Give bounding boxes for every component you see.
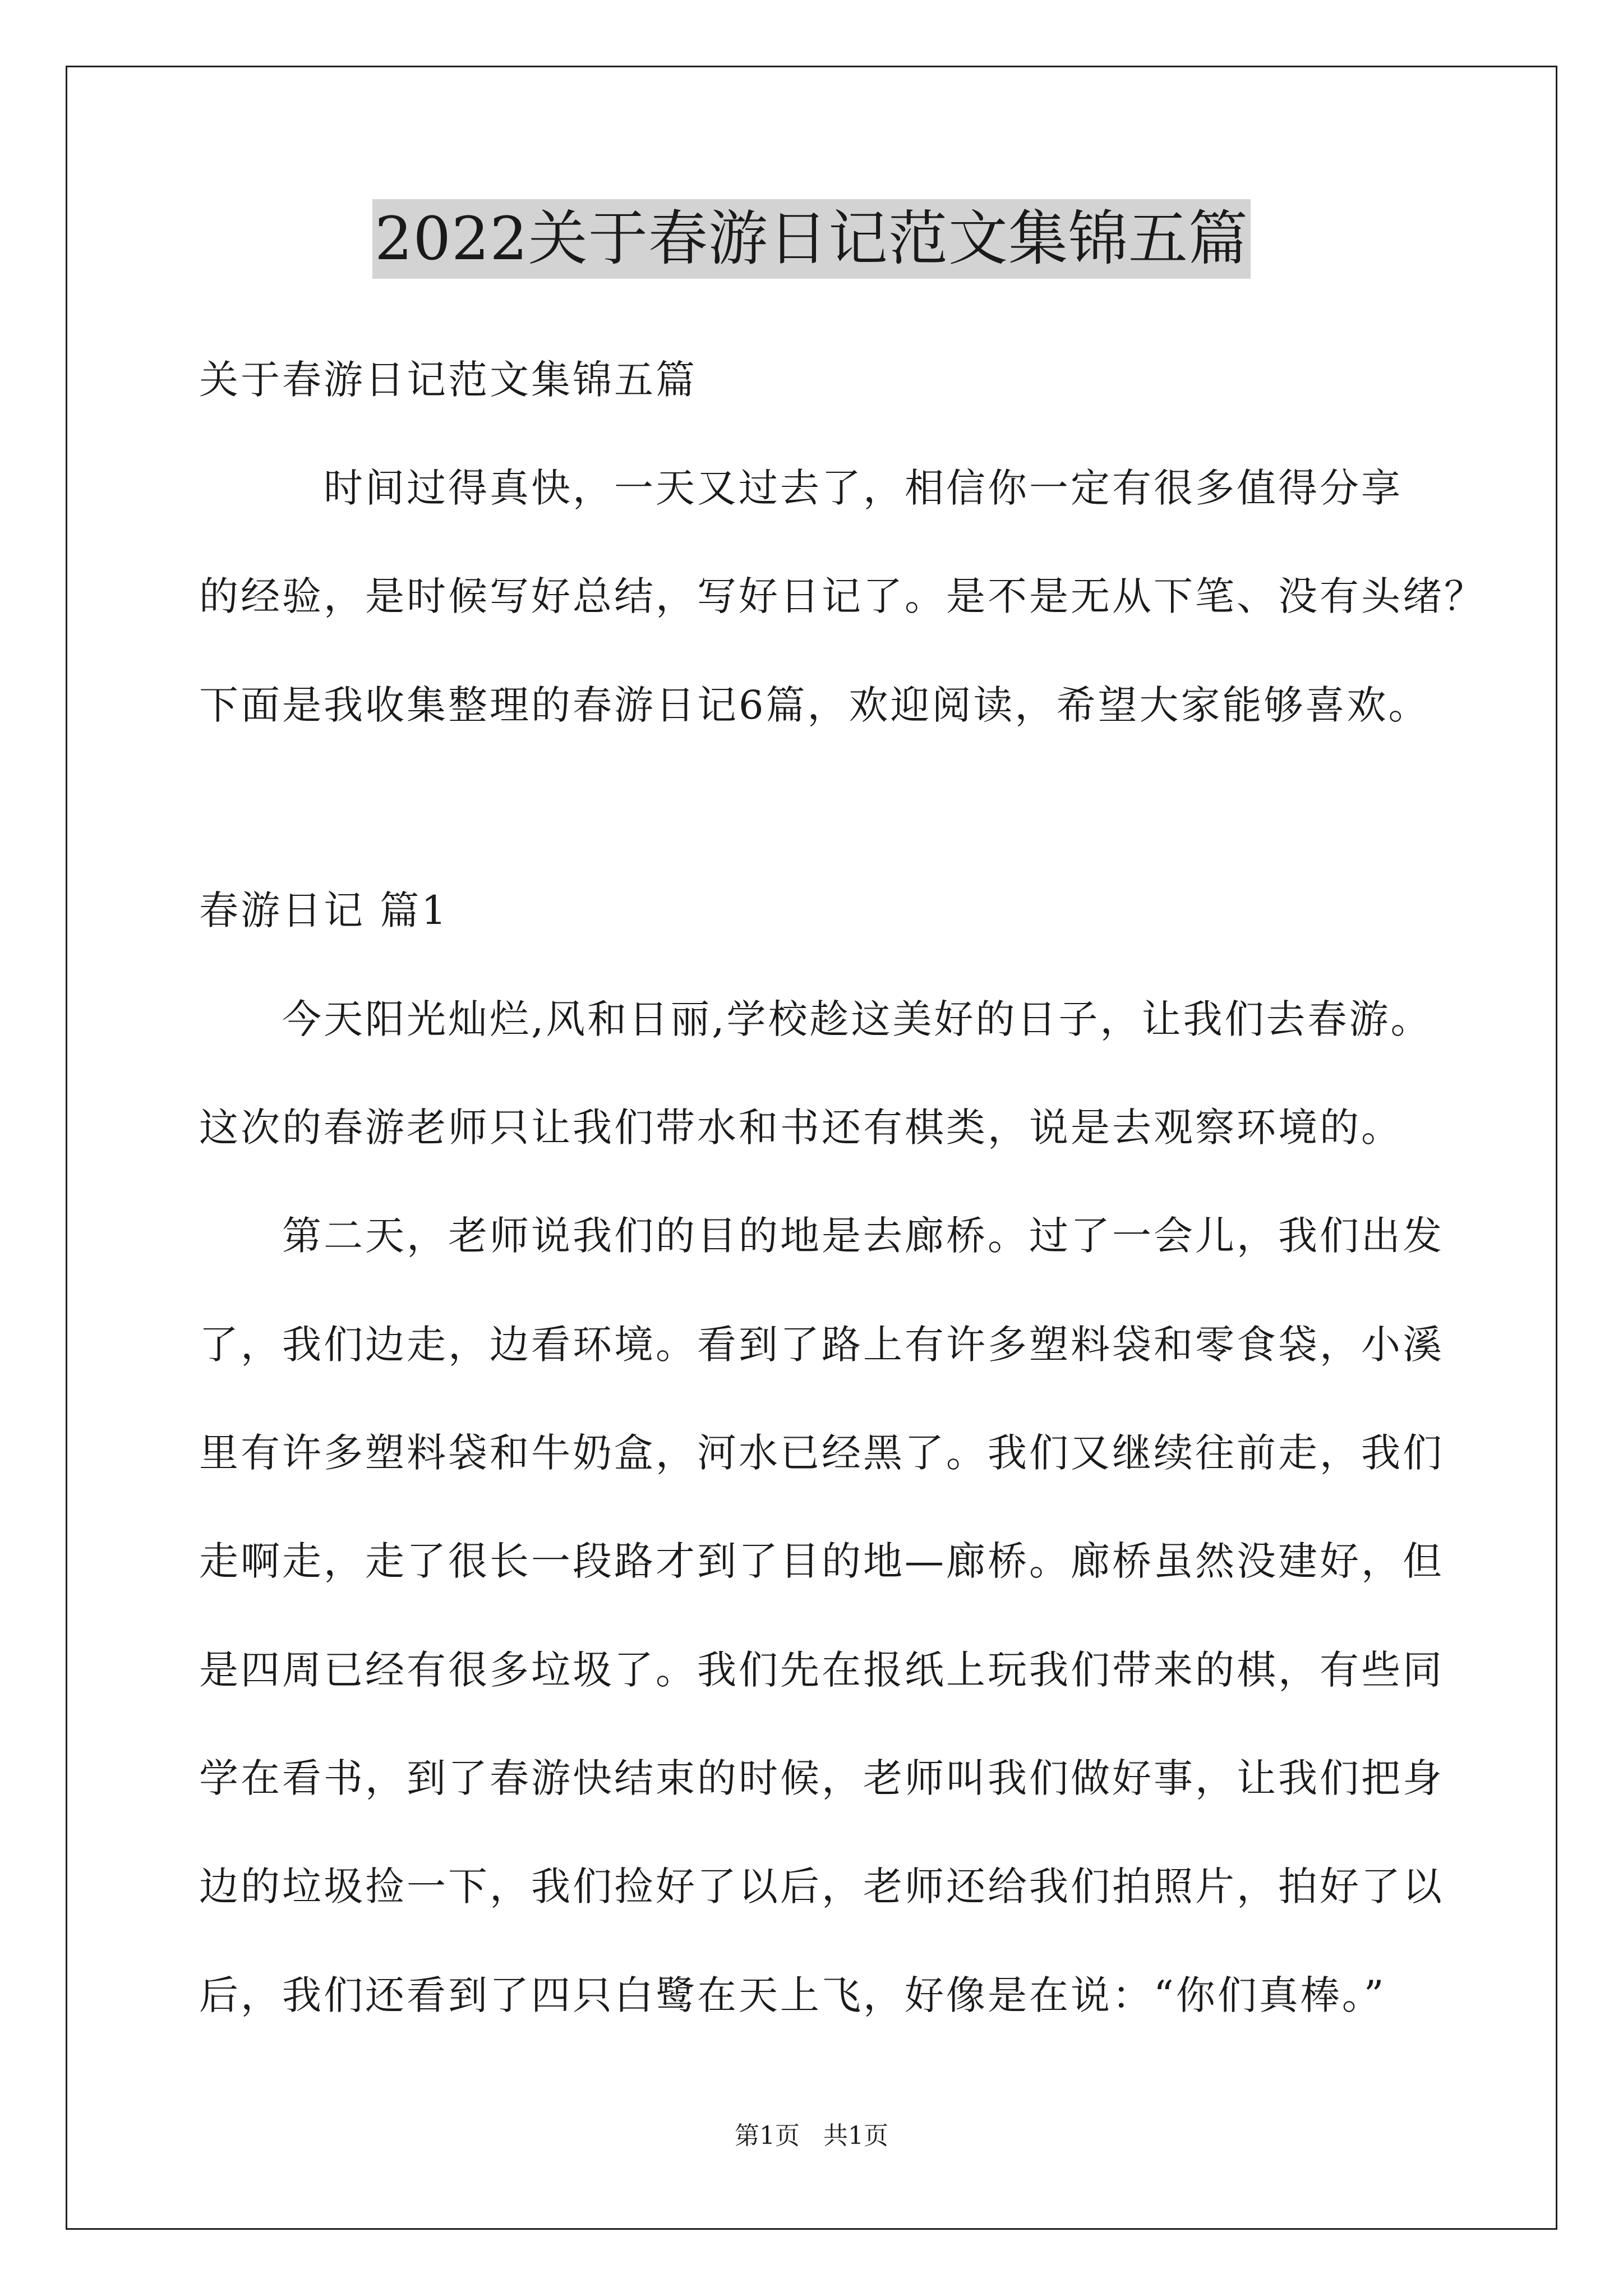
page-number-footer: 第1页 共1页 <box>735 2122 888 2150</box>
title-container <box>0 199 1623 279</box>
paragraph-line: 这次的春游老师只让我们带水和书还有棋类，说是去观察环境的。 <box>199 1105 1403 1151</box>
paragraph-line: 后，我们还看到了四只白鹭在天上飞，好像是在说：“你们真棒。” <box>199 1972 1386 2018</box>
paragraph-line: 今天阳光灿烂,风和日丽,学校趁这美好的日子，让我们去春游。 <box>199 996 1432 1042</box>
paragraph-line: 里有许多塑料袋和牛奶盒，河水已经黑了。我们又继续往前走，我们 <box>199 1430 1444 1476</box>
subtitle-line: 关于春游日记范文集锦五篇 <box>199 357 697 403</box>
paragraph-line: 下面是我收集整理的春游日记6篇，欢迎阅读，希望大家能够喜欢。 <box>199 682 1430 728</box>
document-title: 2022关于春游日记范文集锦五篇 <box>372 199 1251 279</box>
paragraph-line: 第二天，老师说我们的目的地是去廊桥。过了一会儿，我们出发 <box>199 1213 1444 1259</box>
paragraph-line: 是四周已经有很多垃圾了。我们先在报纸上玩我们带来的棋，有些同 <box>199 1647 1444 1693</box>
paragraph-line: 学在看书，到了春游快结束的时候，老师叫我们做好事，让我们把身 <box>199 1755 1444 1801</box>
paragraph-line: 边的垃圾捡一下，我们捡好了以后，老师还给我们拍照片，拍好了以 <box>199 1864 1444 1910</box>
paragraph-line: 的经验，是时候写好总结，写好日记了。是不是无从下笔、没有头绪？ <box>199 573 1486 619</box>
paragraph-line: 了，我们边走，边看环境。看到了路上有许多塑料袋和零食袋，小溪 <box>199 1322 1444 1368</box>
section-heading: 春游日记 篇1 <box>199 887 449 933</box>
paragraph-line: 走啊走，走了很长一段路才到了目的地—廊桥。廊桥虽然没建好，但 <box>199 1538 1444 1584</box>
paragraph-line: 时间过得真快，一天又过去了，相信你一定有很多值得分享 <box>199 465 1403 511</box>
